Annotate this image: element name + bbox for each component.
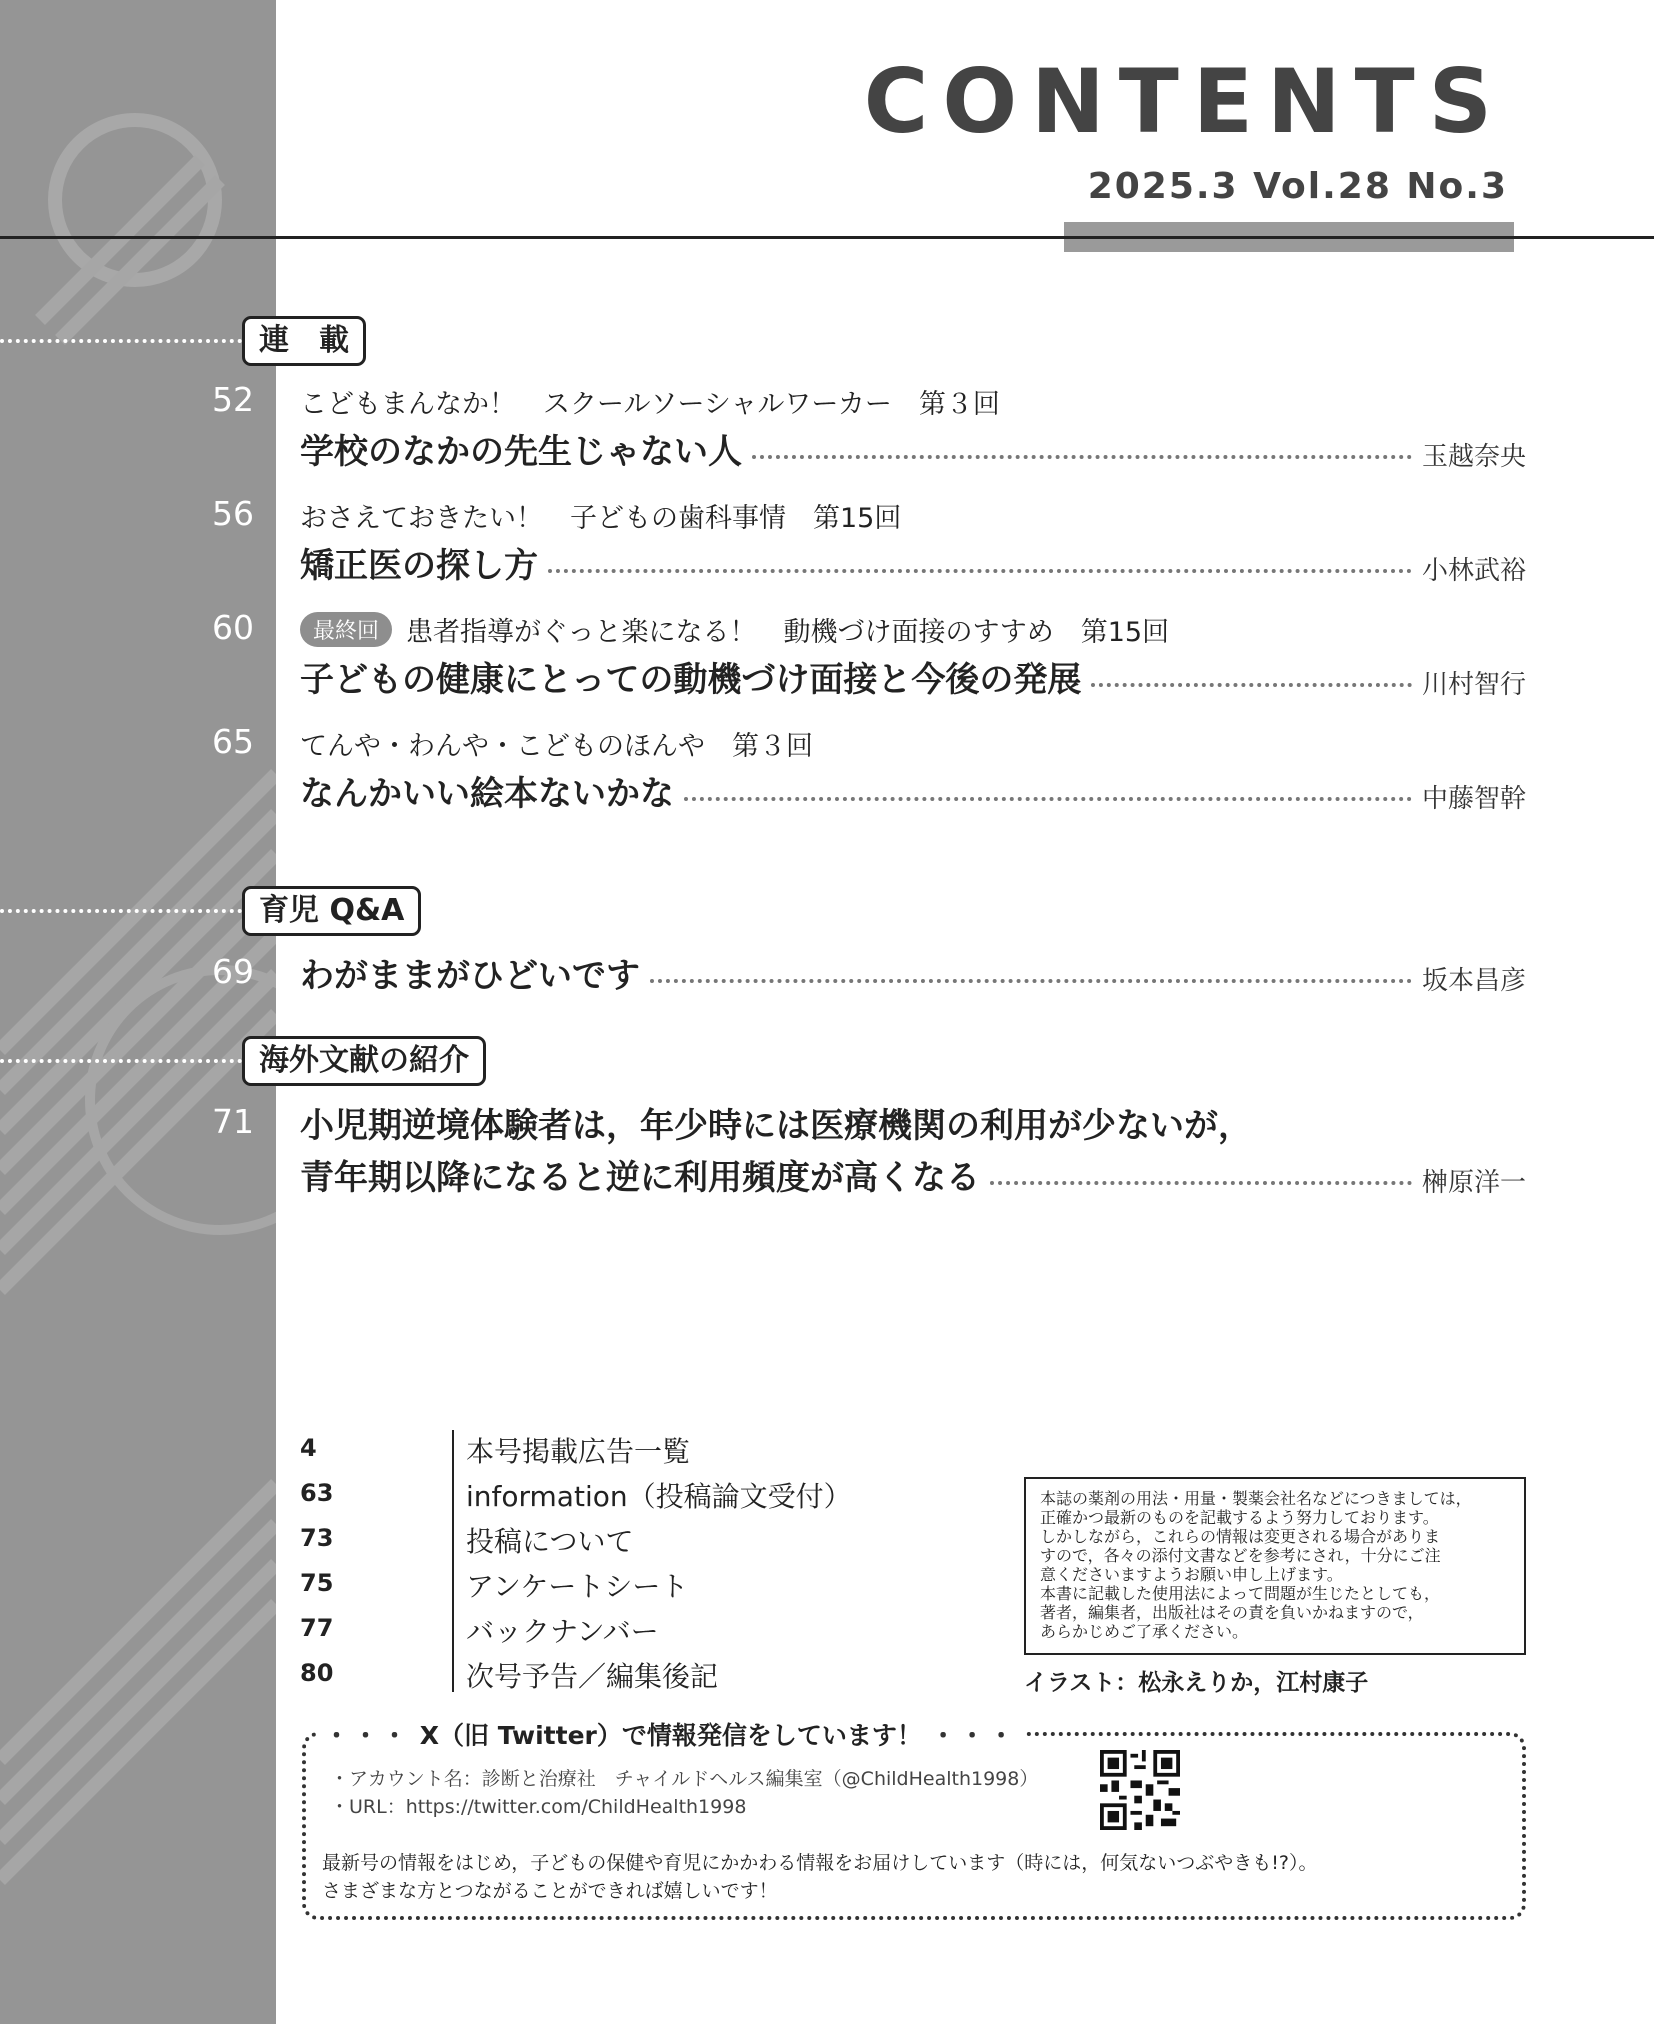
misc-item[interactable] [300,1520,860,1565]
misc-page: 75 [300,1569,334,1597]
twitter-description: 最新号の情報をはじめ，子どもの保健や育児にかかわる情報をお届けしています（時には，何気ないつぶやきも!?）。 [322,1852,1318,1874]
heading-dots: ・・・ [324,1721,412,1750]
section-dotted-leader [0,339,242,343]
misc-page: 4 [300,1434,317,1462]
twitter-account: ・アカウント名：診断と治療社 チャイルドヘルス編集室（@ChildHealth1998） [330,1768,1039,1790]
page-number: 60 [212,608,254,647]
disclaimer-line: すので，各々の添付文書などを参考にされ，十分にご注 [1040,1546,1441,1565]
disclaimer-line: 本誌の薬剤の用法・用量・製薬会社名などにつきましては， [1040,1489,1472,1508]
disclaimer-box [1024,1477,1526,1655]
page-number: 69 [212,952,254,991]
sidebar-band [0,0,276,2024]
page-number: 71 [212,1102,254,1141]
misc-item[interactable] [300,1430,860,1475]
author-name: 榊原洋一 [1421,1168,1526,1198]
author-name: 坂本昌彦 [1421,966,1526,996]
section-label: 連 載 [242,316,366,366]
misc-page: 73 [300,1524,334,1552]
misc-title: アンケートシート [466,1570,689,1603]
final-episode-badge: 最終回 [300,612,392,647]
misc-page: 77 [300,1614,334,1642]
misc-title: information（投稿論文受付） [466,1480,852,1513]
author-name: 中藤智幹 [1421,784,1526,814]
twitter-heading [316,1716,1026,1752]
misc-item[interactable] [300,1610,860,1655]
misc-item[interactable] [300,1655,860,1700]
article-title: わがままがひどいです [300,956,640,996]
article-title-line2: 青年期以降になると逆に利用頻度が高くなる [300,1158,980,1198]
misc-title: バックナンバー [466,1615,659,1648]
author-name: 川村智行 [1421,670,1526,700]
toc-entry[interactable] [300,1150,1526,1199]
dotted-leader [684,797,1412,801]
toc-entry[interactable] [300,538,1526,587]
disclaimer-line: あらかじめご了承ください。 [1040,1622,1249,1641]
series-name-row [300,610,1169,649]
author-name: 小林武裕 [1421,556,1526,586]
dotted-leader [1091,683,1412,687]
section-label: 海外文献の紹介 [242,1036,486,1086]
article-title: 学校のなかの先生じゃない人 [300,432,742,472]
dotted-leader [752,455,1412,459]
twitter-url[interactable]: ・URL：https://twitter.com/ChildHealth1998 [330,1796,747,1818]
header-rule [0,236,1654,239]
article-title: 子どもの健康にとっての動機づけ面接と今後の発展 [300,660,1082,700]
section-label: 育児 Q&A [242,886,421,936]
page-number: 56 [212,494,254,533]
toc-entry[interactable] [300,652,1526,701]
twitter-heading-text: X（旧 Twitter）で情報発信をしています！ [419,1721,922,1750]
misc-title: 本号掲載広告一覧 [466,1435,691,1468]
series-name: おさえておきたい！ 子どもの歯科事情 第15回 [300,503,902,534]
sidebar-decoration [0,0,276,2024]
disclaimer-line: 正確かつ最新のものを記載するよう努力しております。 [1040,1508,1439,1527]
disclaimer-line: しかしながら，これらの情報は変更される場合がありま [1040,1527,1441,1546]
misc-page: 80 [300,1659,334,1687]
page-number: 52 [212,380,254,419]
issue-volume: 2025.3 Vol.28 No.3 [1087,166,1508,207]
dotted-leader [548,569,1412,573]
qr-code-icon[interactable] [1100,1750,1180,1830]
article-title: 矯正医の探し方 [300,546,538,586]
twitter-description: さまざまな方とつながることができれば嬉しいです！ [322,1880,778,1902]
series-name: 患者指導がぐっと楽になる！ 動機づけ面接のすすめ 第15回 [406,617,1170,648]
disclaimer-line: 著者，編集者，出版社はその責を負いかねますので， [1040,1603,1424,1622]
disclaimer-line: 意くださいますようお願い申し上げます。 [1040,1565,1343,1584]
toc-entry[interactable] [300,424,1526,473]
misc-item[interactable] [300,1475,860,1520]
page-number: 65 [212,722,254,761]
dotted-leader [650,979,1412,983]
illustration-credit: イラスト：松永えりか，江村康子 [1024,1670,1369,1696]
heading-dots: ・・・ [930,1721,1018,1750]
author-name: 玉越奈央 [1421,442,1526,472]
misc-page: 63 [300,1479,334,1507]
dotted-leader [990,1181,1412,1185]
series-name: てんや・わんや・こどものほんや 第３回 [300,731,813,762]
misc-title: 投稿について [466,1525,634,1558]
misc-title: 次号予告／編集後記 [466,1660,719,1693]
disclaimer-line: 本書に記載した使用法によって問題が生じたとしても， [1040,1584,1441,1603]
series-name: こどもまんなか！ スクールソーシャルワーカー 第３回 [300,389,1000,420]
misc-item[interactable] [300,1565,860,1610]
toc-entry[interactable] [300,948,1526,997]
contents-title: CONTENTS [863,50,1506,153]
article-title-line1[interactable]: 小児期逆境体験者は，年少時には医療機関の利用が少ないが， [300,1106,1252,1146]
section-dotted-leader [0,1059,242,1063]
article-title: なんかいい絵本ないかな [300,774,674,814]
toc-entry[interactable] [300,766,1526,815]
section-dotted-leader [0,909,242,913]
